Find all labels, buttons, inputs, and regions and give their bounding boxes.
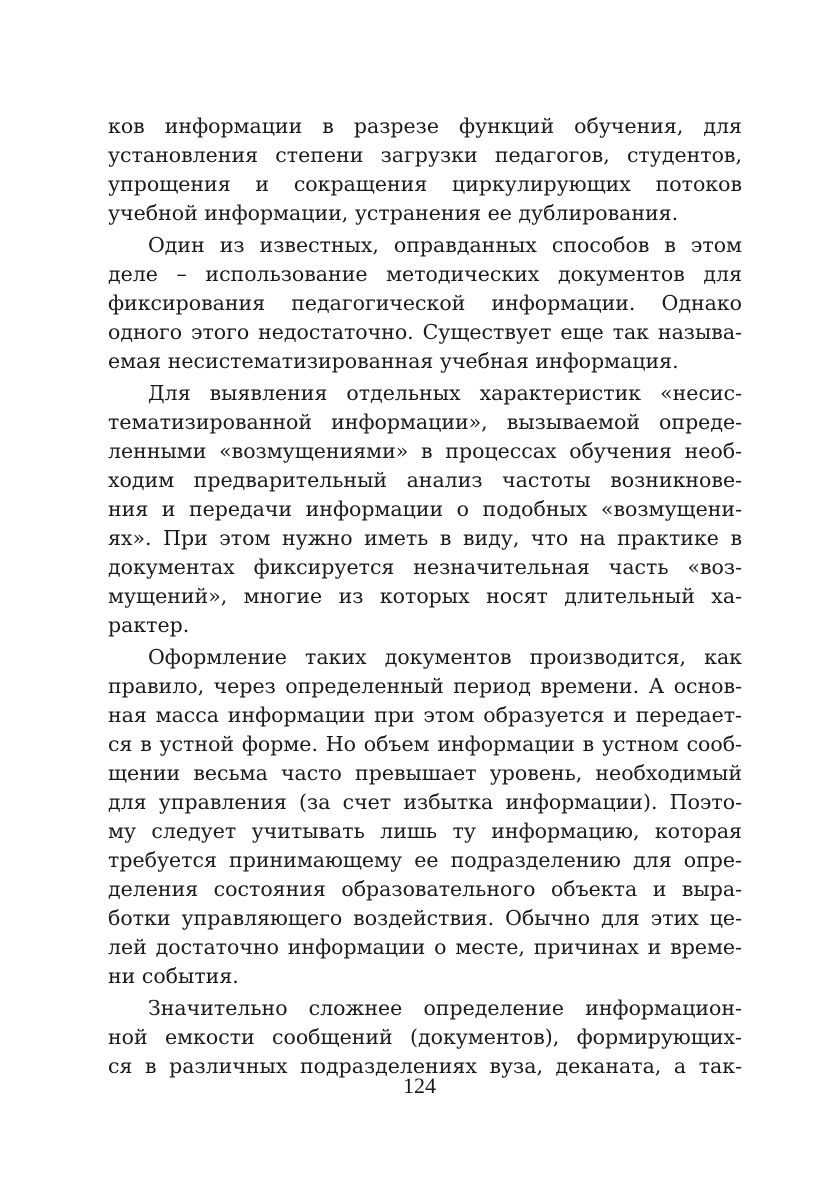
paragraph-3 <box>108 379 742 640</box>
text-line: мущений», многие из которых носят длительный ха- <box>108 584 742 608</box>
text-line: учебной информации, устранения ее дублирования. <box>108 201 679 225</box>
page-number: 124 <box>403 1073 436 1098</box>
text-line: Один из известных, оправданных способов в этом <box>148 233 742 257</box>
text-line: фиксирования педагогической информации. Однако <box>108 291 742 315</box>
text-line: тематизированной информации», вызываемой опреде- <box>108 410 742 434</box>
text-line: ях». При этом нужно иметь в виду, что на практике в <box>108 526 742 550</box>
text-line: ленными «возмущениями» в процессах обучения необ- <box>108 439 742 463</box>
text-line: ная масса информации при этом образуется и передает- <box>108 703 742 727</box>
text-line: одного этого недостаточно. Существует еще так называ- <box>108 320 742 344</box>
text-line: ся в различных подразделениях вуза, деканата, а так- <box>108 1054 742 1078</box>
text-line: деления состояния образовательного объекта и выра- <box>108 877 742 901</box>
text-line: ной емкости сообщений (документов), формирующих- <box>108 1025 742 1049</box>
text-line: требуется принимающему ее подразделению для опре- <box>108 848 742 872</box>
page-body <box>108 112 742 1081</box>
text-line: Значительно сложнее определение информацион- <box>148 996 742 1020</box>
text-line: ходим предварительный анализ частоты возникнове- <box>108 468 742 492</box>
text-line: Оформление таких документов производится, как <box>148 645 742 669</box>
paragraph-4 <box>108 643 742 991</box>
text-line: правило, через определенный период времени. А основ- <box>108 674 742 698</box>
paragraph-1 <box>108 112 742 228</box>
text-line: ся в устной форме. Но объем информации в устном сооб- <box>108 732 742 756</box>
text-line: му следует учитывать лишь ту информацию, которая <box>108 819 742 843</box>
text-line: щении весьма часто превышает уровень, необходимый <box>108 761 742 785</box>
text-line: документах фиксируется незначительная часть «воз- <box>108 555 742 579</box>
paragraph-2 <box>108 231 742 376</box>
text-line: ния и передачи информации о подобных «возмущени- <box>108 497 742 521</box>
text-line: емая несистематизированная учебная информация. <box>108 349 679 373</box>
text-line: ков информации в разрезе функций обучения, для <box>108 114 742 138</box>
text-line: ни события. <box>108 964 239 988</box>
text-line: для управления (за счет избытка информации). Поэто- <box>108 790 742 814</box>
text-line: лей достаточно информации о месте, причинах и време- <box>108 935 742 959</box>
text-line: ботки управляющего воздействия. Обычно для этих це- <box>108 906 742 930</box>
text-line: упрощения и сокращения циркулирующих потоков <box>108 172 742 196</box>
text-line: Для выявления отдельных характеристик «несис- <box>148 381 742 405</box>
text-line: рактер. <box>108 613 190 637</box>
text-line: установления степени загрузки педагогов, студентов, <box>108 143 742 167</box>
paragraph-5 <box>108 994 742 1081</box>
text-line: деле – использование методических документов для <box>108 262 742 286</box>
